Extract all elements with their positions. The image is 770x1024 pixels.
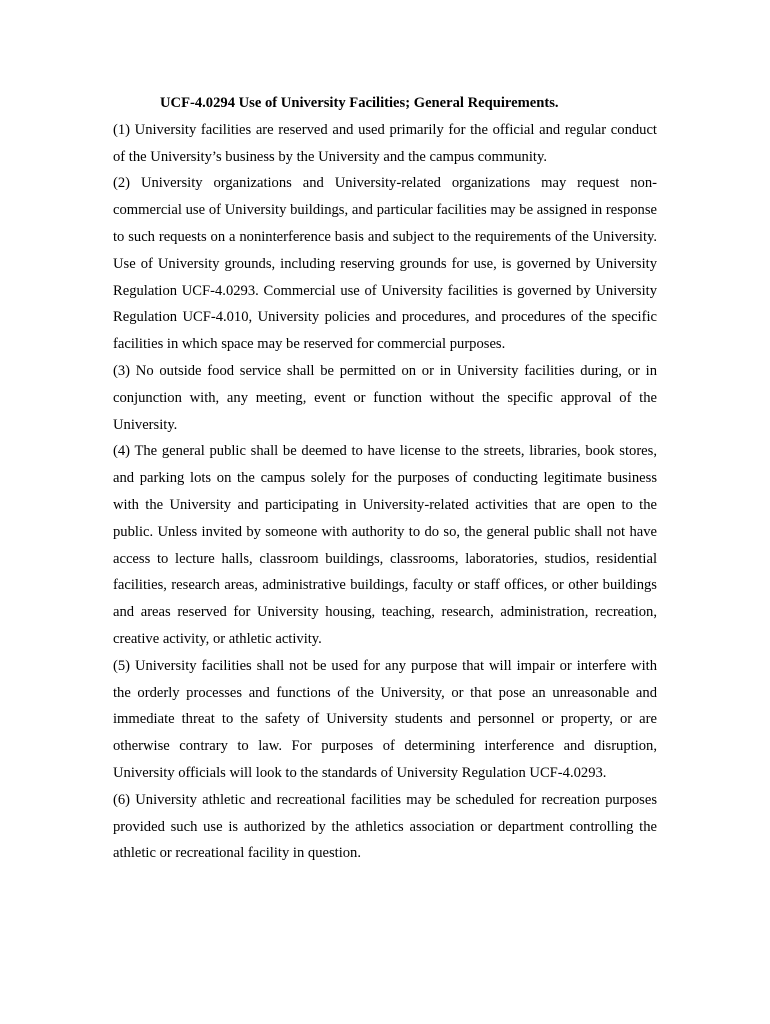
paragraph-2: (2) University organizations and University-related organizations may request non-commercial use of University buildings, and particular facilities may be assigned in response to such requests on a noninterference basis and subject to the requirements of the University. Use of University grounds, including reserving grounds for use, is governed by University Regulation UCF-4.0293. Commercial use of University facilities is governed by University Regulation UCF-4.010, University policies and procedures, and procedures of the specific facilities in which space may be reserved for commercial purposes. bbox=[113, 175, 657, 353]
paragraph-5: (5) University facilities shall not be used for any purpose that will impair or interfere with the orderly processes and functions of the University, or that pose an unreasonable and immediate threat to the safety of University students and personnel or property, or are otherwise contrary to law. For purposes of determining interference and disruption, University officials will look to the standards of University Regulation UCF-4.0293. bbox=[113, 657, 657, 781]
document-body bbox=[113, 90, 657, 867]
paragraph-6: (6) University athletic and recreational facilities may be scheduled for recreation purposes provided such use is authorized by the athletics association or department controlling the athletic or recreational facility in question. bbox=[113, 791, 657, 862]
document-title: UCF-4.0294 Use of University Facilities; General Requirements. bbox=[160, 95, 559, 111]
paragraph-1: (1) University facilities are reserved and used primarily for the official and regular conduct of the University’s business by the University and the campus community. bbox=[113, 121, 657, 165]
paragraph-3: (3) No outside food service shall be permitted on or in University facilities during, or in conjunction with, any meeting, event or function without the specific approval of the University. bbox=[113, 362, 657, 433]
paragraph-4: (4) The general public shall be deemed to have license to the streets, libraries, book stores, and parking lots on the campus solely for the purposes of conducting legitimate business with the University and participating in University-related activities that are open to the public. Unless invited by someone with authority to do so, the general public shall not have access to lecture halls, classroom buildings, classrooms, laboratories, studios, residential facilities, research areas, administrative buildings, faculty or staff offices, or other buildings and areas reserved for University housing, teaching, research, administration, recreation, creative activity, or athletic activity. bbox=[113, 443, 657, 647]
